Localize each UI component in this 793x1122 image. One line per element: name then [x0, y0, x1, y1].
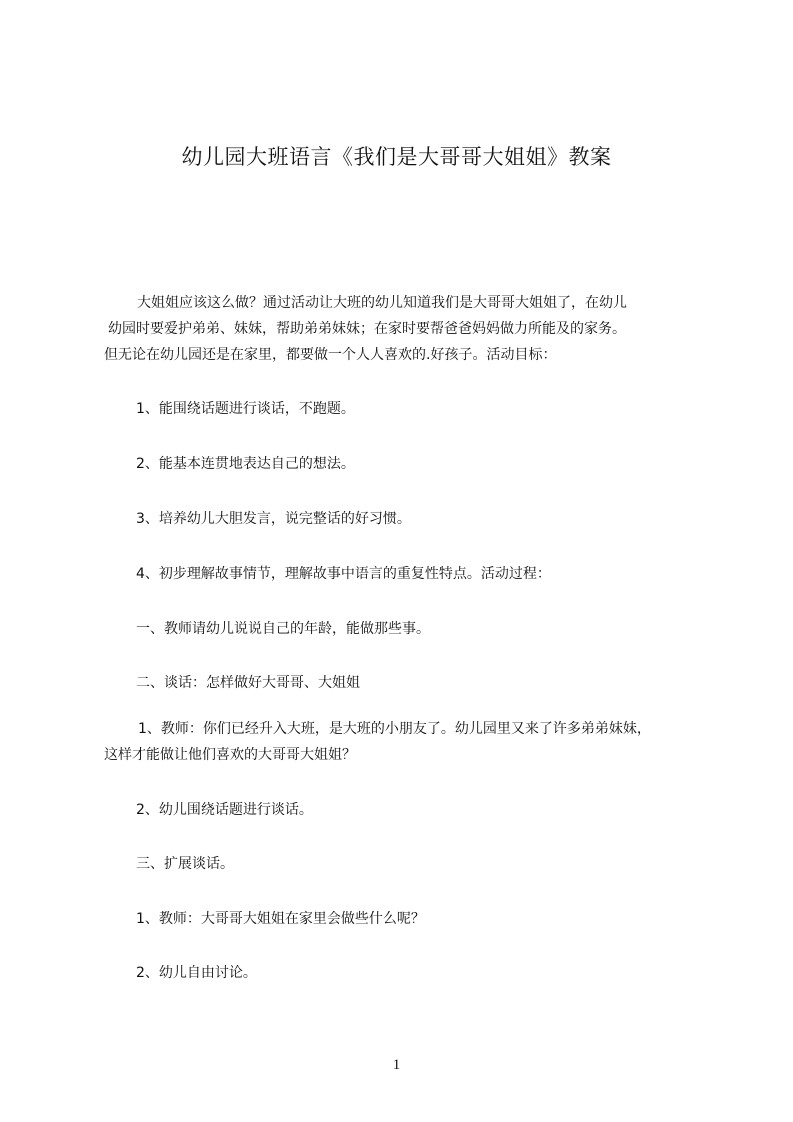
process-step-3: 三、扩展谈话。	[136, 856, 234, 872]
document-title: 幼儿园大班语言《我们是大哥哥大姐姐》教案	[181, 145, 612, 169]
process-step-3-item-1: 1、教师：大哥哥大姐姐在家里会做些什么呢？	[136, 911, 425, 927]
goal-item-2: 2、能基本连贯地表达自己的想法。	[136, 456, 355, 472]
goal-item-3: 3、培养幼儿大胆发言，说完整话的好习惯。	[136, 511, 411, 527]
intro-line-1: 大姐姐应该这么做？通过活动让大班的幼儿知道我们是大哥哥大姐姐了，在幼儿	[137, 295, 627, 311]
process-step-3-item-2: 2、幼儿自由讨论。	[136, 965, 257, 981]
intro-line-2: 幼园时要爱护弟弟、妹妹，帮助弟弟妹妹；在家时要帮爸爸妈妈做力所能及的家务。	[108, 321, 626, 337]
process-step-2: 二、谈话：怎样做好大哥哥、大姐姐	[136, 675, 360, 691]
process-step-2-item-1-line-2: 这样才能做让他们喜欢的大哥哥大姐姐？	[104, 747, 356, 763]
process-step-1: 一、教师请幼儿说说自己的年龄，能做那些事。	[136, 621, 430, 637]
goal-item-4: 4、初步理解故事情节，理解故事中语言的重复性特点。活动过程：	[136, 566, 551, 582]
page-number: 1	[392, 1057, 401, 1073]
intro-line-3: 但无论在幼儿园还是在家里，都要做一个人人喜欢的.好孩子。活动目标：	[104, 347, 557, 363]
process-step-2-item-2: 2、幼儿围绕话题进行谈话。	[136, 802, 313, 818]
goal-item-1: 1、能围绕话题进行谈话，不跑题。	[136, 401, 355, 417]
process-step-2-item-1-line-1: 1、教师：你们已经升入大班，是大班的小朋友了。幼儿园里又来了许多弟弟妹妹，	[138, 721, 651, 737]
